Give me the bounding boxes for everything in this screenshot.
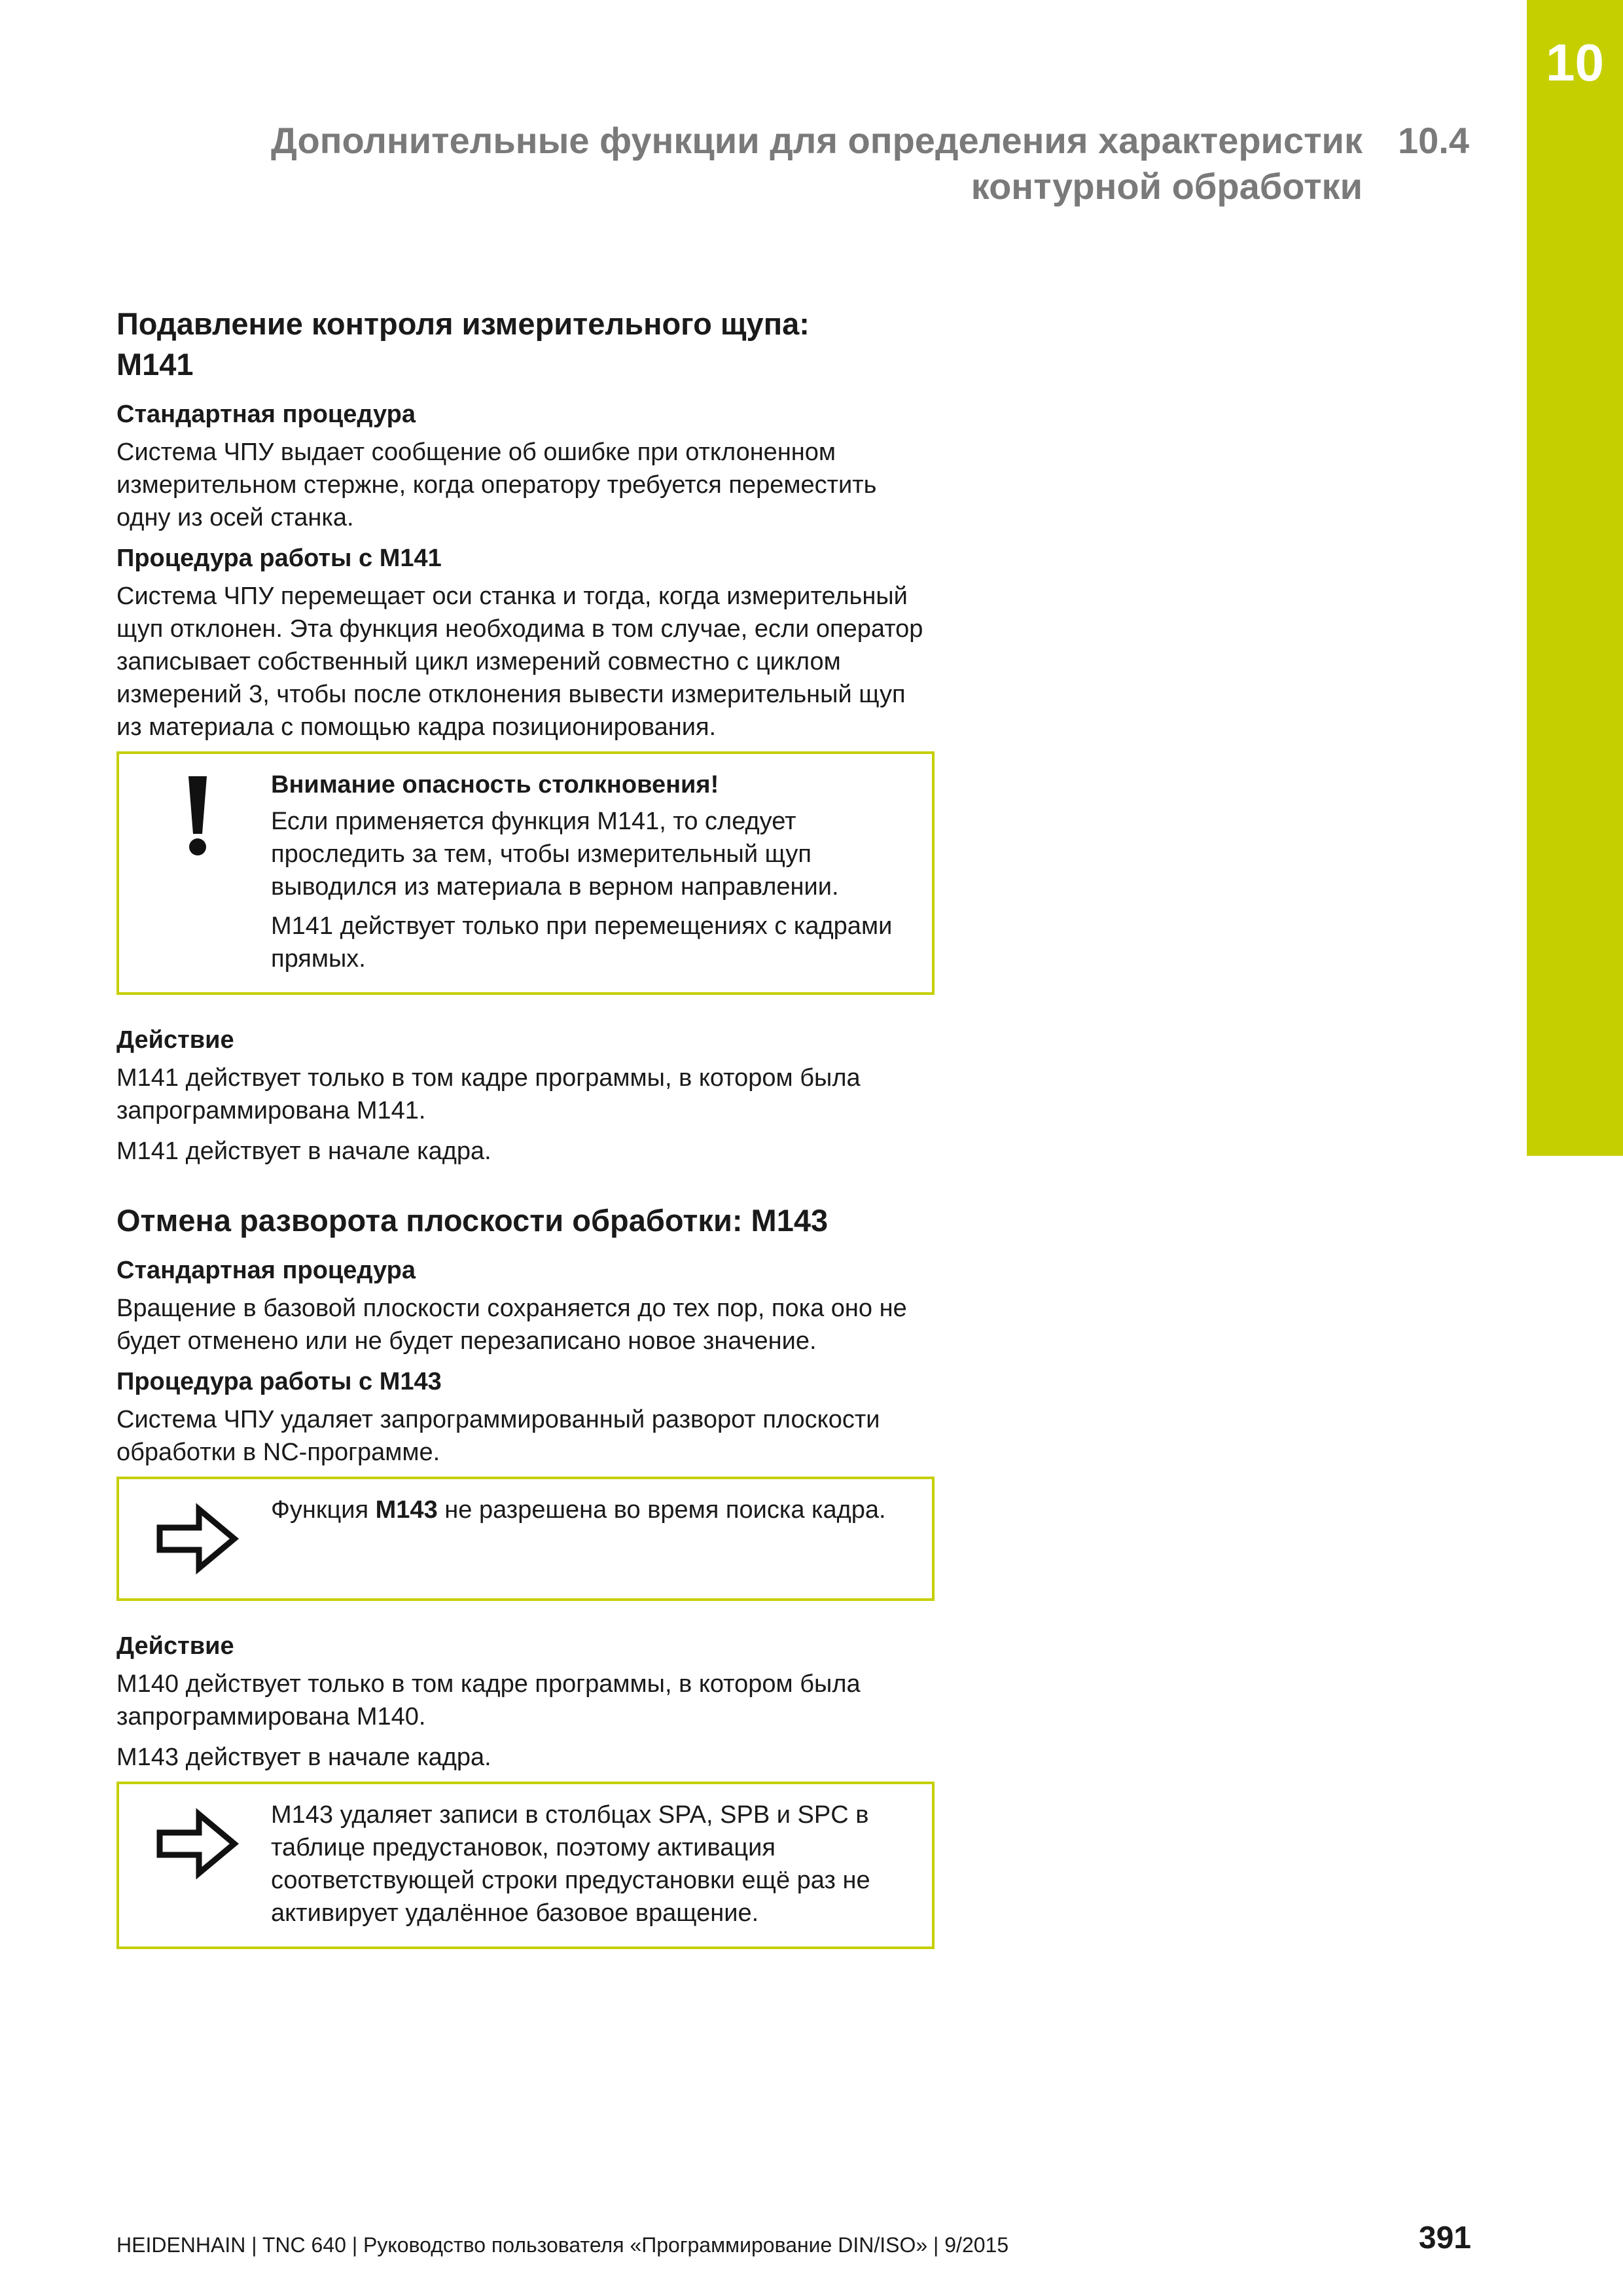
arrow-right-icon — [152, 1801, 243, 1886]
warning-text-1: Если применяется функция M141, то следует проследить за тем, чтобы измерительный щуп выводился из материала в верном направлении. — [271, 808, 839, 901]
section1-standard-text: Система ЧПУ выдает сообщение об ошибке при отклоненном измерительном стержне, когда оператору требуется переместить одну из осей станка. — [116, 439, 877, 531]
section1-standard-heading: Стандартная процедура — [116, 401, 416, 428]
exclamation-icon — [152, 771, 243, 856]
arrow-right-icon — [152, 1496, 243, 1581]
note2-text: M143 удаляет записи в столбцах SPA, SPB и SPC в таблице предустановок, поэтому активация соответствующей строки предустановки ещё раз не активирует удалённое базовое вращение. — [271, 1801, 870, 1927]
chapter-number: 10 — [1546, 33, 1604, 92]
note-box-block-scan — [116, 1477, 935, 1601]
section2-procedure-heading: Процедура работы с M143 — [116, 1368, 442, 1395]
section2-standard-heading: Стандартная процедура — [116, 1257, 416, 1284]
running-header-title — [119, 118, 1363, 209]
section1-effect-heading: Действие — [116, 1026, 234, 1054]
header-title-line2: контурной обработки — [971, 166, 1363, 207]
section1-effect-text-1: M141 действует только в том кадре программы, в котором была запрограммирована M141. — [116, 1064, 861, 1124]
note-box-preset-table — [116, 1782, 935, 1949]
section1-heading-line1: Подавление контроля измерительного щупа: — [116, 306, 810, 341]
section2-standard-text: Вращение в базовой плоскости сохраняется до тех пор, пока оно не будет отменено или не будет перезаписано новое значение. — [116, 1295, 907, 1355]
section-number: 10.4 — [1398, 120, 1469, 161]
collision-warning-box — [116, 751, 935, 995]
section2-heading: Отмена разворота плоскости обработки: M143 — [116, 1203, 829, 1238]
section2-procedure-text: Система ЧПУ удаляет запрограммированный разворот плоскости обработки в NC-программе. — [116, 1406, 880, 1466]
chapter-tab — [1527, 0, 1623, 1156]
section1-heading-line2: M141 — [116, 347, 194, 382]
section1-heading — [116, 304, 935, 385]
section1-effect-text-2: M141 действует в начале кадра. — [116, 1138, 491, 1165]
warning-text-2: M141 действует только при перемещениях с кадрами прямых. — [271, 912, 893, 973]
page-number: 391 — [1418, 2221, 1471, 2255]
section2-effect-text-1: M140 действует только в том кадре программы, в котором была запрограммирована M140. — [116, 1670, 861, 1731]
section1-procedure-text: Система ЧПУ перемещает оси станка и тогда, когда измерительный щуп отклонен. Эта функция необходима в том случае, если оператор записывает собственный цикл измерений совместно с циклом измерений 3, чтобы после отклонения вывести измерительный щуп из материала с помощью кадра позиционирования. — [116, 583, 923, 741]
main-content — [116, 304, 935, 1978]
header-title-line1: Дополнительные функции для определения характеристик — [270, 120, 1363, 161]
section1-procedure-heading: Процедура работы с M141 — [116, 545, 442, 572]
note1-text: Функция M143 не разрешена во время поиска кадра. — [271, 1496, 886, 1524]
section2-effect-heading: Действие — [116, 1632, 234, 1660]
warning-title: Внимание опасность столкновения! — [271, 771, 719, 798]
page-footer: HEIDENHAIN | TNC 640 | Руководство пользователя «Программирование DIN/ISO» | 9/2015 — [116, 2233, 1009, 2257]
section2-effect-text-2: M143 действует в начале кадра. — [116, 1744, 491, 1771]
